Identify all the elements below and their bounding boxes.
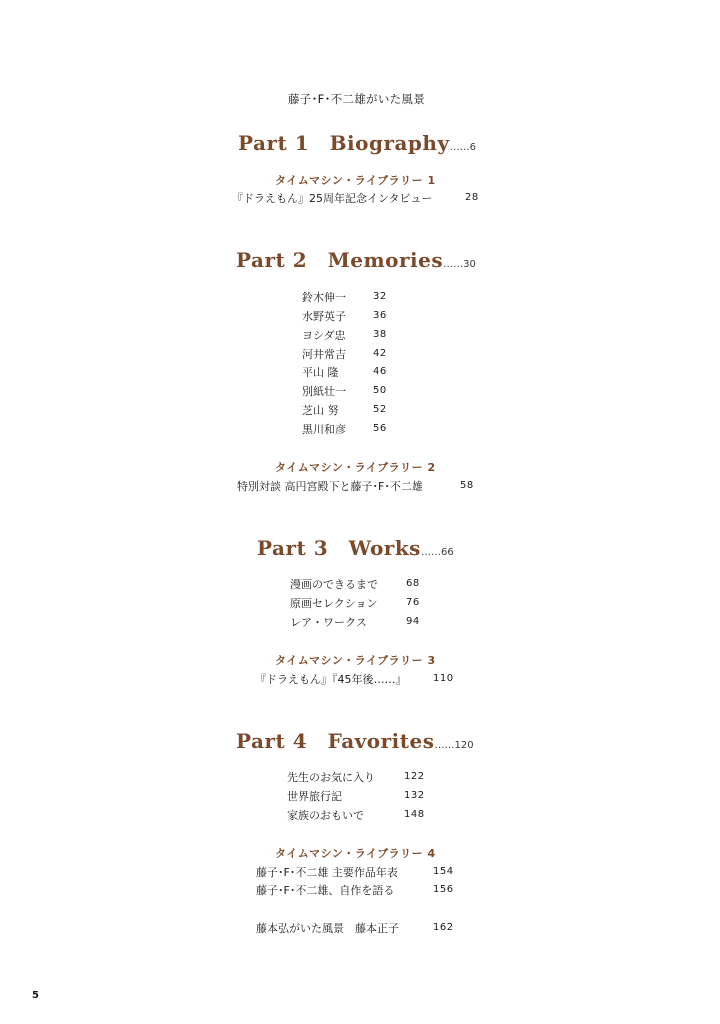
library-4-entry-1-page: 156: [433, 884, 454, 895]
favorites-item-2-page: 148: [404, 809, 425, 820]
memories-item-2[interactable]: ヨシダ忠: [302, 329, 346, 342]
library-1-title: タイムマシン・ライブラリー 1: [275, 174, 436, 187]
memories-item-5-page: 50: [373, 385, 387, 396]
memories-item-1[interactable]: 水野英子: [302, 310, 346, 323]
library-4-entry-0-page: 154: [433, 866, 454, 877]
library-4-entry-1[interactable]: 藤子･F･不二雄、自作を語る: [256, 884, 395, 897]
intro-title: 藤子･F･不二雄がいた風景: [288, 92, 426, 106]
part-2-dots: ……: [443, 259, 464, 270]
favorites-item-0[interactable]: 先生のお気に入り: [287, 771, 375, 784]
closing-entry[interactable]: 藤本弘がいた風景 藤本正子: [256, 922, 399, 935]
works-item-1[interactable]: 原画セレクション: [290, 597, 378, 610]
part-2-title: Part 2 Memories: [236, 248, 444, 272]
memories-item-1-page: 36: [373, 310, 387, 321]
memories-item-6-page: 52: [373, 404, 387, 415]
works-item-0-page: 68: [406, 578, 420, 589]
library-4-title: タイムマシン・ライブラリー 4: [275, 847, 436, 860]
memories-item-0-page: 32: [373, 291, 387, 302]
works-item-1-page: 76: [406, 597, 420, 608]
part-2-page: 30: [463, 259, 476, 270]
library-2-entry[interactable]: 特別対談 高円宮殿下と藤子･F･不二雄: [237, 480, 423, 493]
memories-item-4-page: 46: [373, 366, 387, 377]
part-1-title: Part 1 Biography: [238, 131, 450, 155]
library-1-entry[interactable]: 『ドラえもん』25周年記念インタビュー: [232, 192, 433, 205]
part-3-page: 66: [440, 547, 454, 558]
library-2-entry-page: 58: [460, 480, 474, 491]
works-item-0[interactable]: 漫画のできるまで: [290, 578, 378, 591]
library-3-entry-page: 110: [433, 673, 454, 684]
favorites-item-1[interactable]: 世界旅行記: [287, 790, 342, 803]
library-3-title: タイムマシン・ライブラリー 3: [275, 654, 436, 667]
library-1-entry-page: 28: [465, 192, 479, 203]
part-4-title: Part 4 Favorites: [236, 729, 435, 753]
favorites-item-1-page: 132: [404, 790, 425, 801]
part-1-page: 6: [469, 142, 476, 153]
memories-item-3[interactable]: 河井常吉: [302, 348, 346, 361]
favorites-item-2[interactable]: 家族のおもいで: [287, 809, 364, 822]
memories-item-7[interactable]: 黒川和彦: [302, 423, 346, 436]
part-2-heading[interactable]: [236, 244, 476, 273]
memories-item-2-page: 38: [373, 329, 387, 340]
part-1-dots: ……: [449, 142, 470, 153]
works-item-2[interactable]: レア・ワークス: [290, 616, 367, 629]
works-item-2-page: 94: [406, 616, 420, 627]
closing-entry-page: 162: [433, 922, 454, 933]
part-4-heading[interactable]: [236, 725, 474, 754]
library-2-title: タイムマシン・ライブラリー 2: [275, 461, 436, 474]
memories-item-5[interactable]: 別紙壮一: [302, 385, 346, 398]
library-3-entry[interactable]: 『ドラえもん』『45年後……』: [255, 673, 407, 686]
memories-item-7-page: 56: [373, 423, 387, 434]
part-3-heading[interactable]: [257, 532, 454, 561]
part-1-heading[interactable]: [238, 127, 476, 156]
memories-item-0[interactable]: 鈴木伸一: [302, 291, 346, 304]
part-4-page: 120: [454, 740, 474, 751]
part-4-dots: ……: [434, 740, 455, 751]
part-3-title: Part 3 Works: [257, 536, 421, 560]
page-number: 5: [32, 990, 39, 1001]
favorites-item-0-page: 122: [404, 771, 425, 782]
memories-item-4[interactable]: 平山 隆: [302, 366, 339, 379]
memories-item-6[interactable]: 芝山 努: [302, 404, 339, 417]
memories-item-3-page: 42: [373, 348, 387, 359]
part-3-dots: ……: [420, 547, 441, 558]
library-4-entry-0[interactable]: 藤子･F･不二雄 主要作品年表: [256, 866, 398, 879]
